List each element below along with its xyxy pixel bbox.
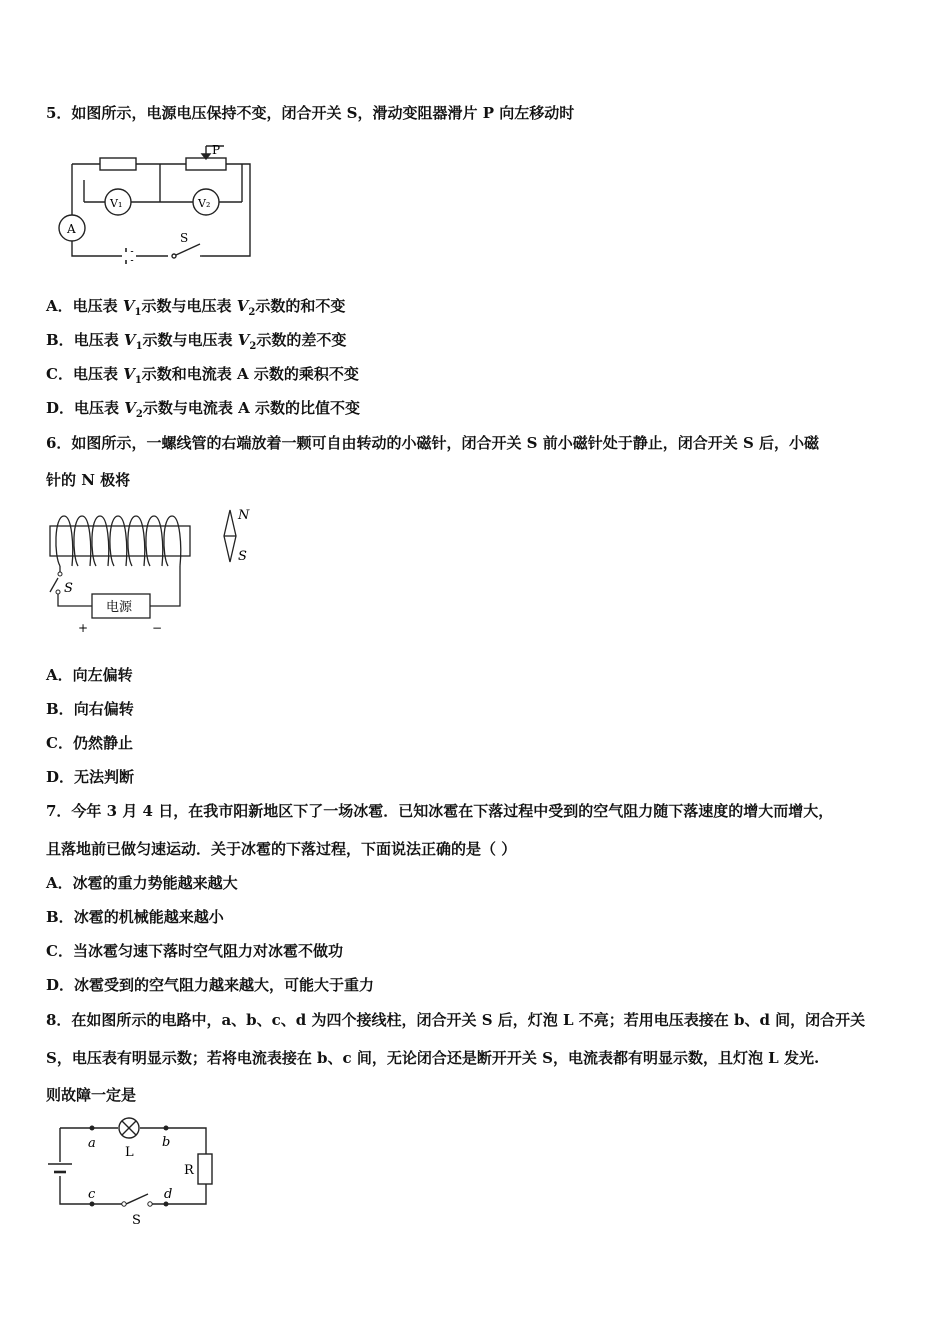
q6-label-s-pole: S: [238, 549, 247, 564]
q6-option-d[interactable]: D．无法判断: [46, 768, 135, 786]
q8-stem-line1: 8．在如图所示的电路中，a、b、c、d 为四个接线柱，闭合开关 S 后，灯泡 L 不亮；若用电压表接在 b、d 间，闭合开关: [46, 1011, 866, 1029]
q8-label-b: b: [162, 1135, 171, 1150]
q6-option-c[interactable]: C．仍然静止: [46, 734, 133, 752]
q5-label-v1: V₁: [110, 197, 123, 210]
q8-stem-line3: 则故障一定是: [46, 1086, 137, 1104]
q6-label-plus: +: [78, 621, 89, 635]
q6-label-minus: −: [152, 621, 163, 635]
q8-label-r: R: [184, 1163, 194, 1178]
q6-option-b[interactable]: B．向右偏转: [46, 700, 134, 718]
q7-stem-line1: 7．今年 3 月 4 日，在我市阳新地区下了一场冰雹．已知冰雹在下落过程中受到的空气阻力随下落速度的增大而增大，: [46, 802, 834, 820]
q5-label-v2: V₂: [198, 197, 211, 210]
q6-stem-line1: 6．如图所示，一螺线管的右端放着一颗可自由转动的小磁针，闭合开关 S 前小磁针处于静止，闭合开关 S 后，小磁: [46, 434, 819, 452]
q7-option-c[interactable]: C．当冰雹匀速下落时空气阻力对冰雹不做功: [46, 942, 343, 960]
q5-option-b[interactable]: B．电压表 $V_1$示数与电压表 $V_2$示数的差不变: [46, 331, 347, 352]
q7-stem-line2: 且落地前已做匀速运动．关于冰雹的下落过程，下面说法正确的是（ ）: [46, 840, 517, 858]
q7-option-d[interactable]: D．冰雹受到的空气阻力越来越大，可能大于重力: [46, 976, 375, 994]
q5-label-s: S: [180, 231, 189, 245]
q5-option-c[interactable]: C．电压表 $V_1$示数和电流表 A 示数的乘积不变: [46, 365, 359, 386]
q7-option-a[interactable]: A．冰雹的重力势能越来越大: [46, 874, 238, 892]
q6-label-n: N: [238, 508, 250, 523]
q8-stem-line2: S，电压表有明显示数；若将电流表接在 b、c 间，无论闭合还是断开开关 S，电流表都有明显示数，且灯泡 L 发光.: [46, 1049, 820, 1067]
q5-option-a[interactable]: A．电压表 $V_1$示数与电压表 $V_2$示数的和不变: [46, 297, 346, 318]
q5-label-p: P: [212, 143, 221, 157]
q8-label-s: S: [132, 1213, 141, 1228]
q6-option-a[interactable]: A．向左偏转: [46, 666, 133, 684]
q8-label-d: d: [164, 1187, 173, 1202]
q6-solenoid-figure: [40, 506, 260, 636]
q6-label-switch: S: [64, 581, 73, 596]
q8-label-l: L: [125, 1145, 134, 1160]
q8-label-a: a: [88, 1136, 96, 1151]
q6-label-source: 电源: [106, 600, 133, 615]
q5-label-a: A: [67, 222, 76, 236]
q6-stem-line2: 针的 N 极将: [46, 471, 131, 489]
q8-circuit-figure: [42, 1114, 222, 1230]
q8-label-c: c: [88, 1187, 96, 1202]
q5-option-d[interactable]: D．电压表 $V_2$示数与电流表 A 示数的比值不变: [46, 399, 360, 420]
q7-option-b[interactable]: B．冰雹的机械能越来越小: [46, 908, 224, 926]
q5-circuit-figure: [56, 140, 256, 264]
q5-stem: 5．如图所示，电源电压保持不变，闭合开关 S，滑动变阻器滑片 P 向左移动时: [46, 104, 575, 122]
